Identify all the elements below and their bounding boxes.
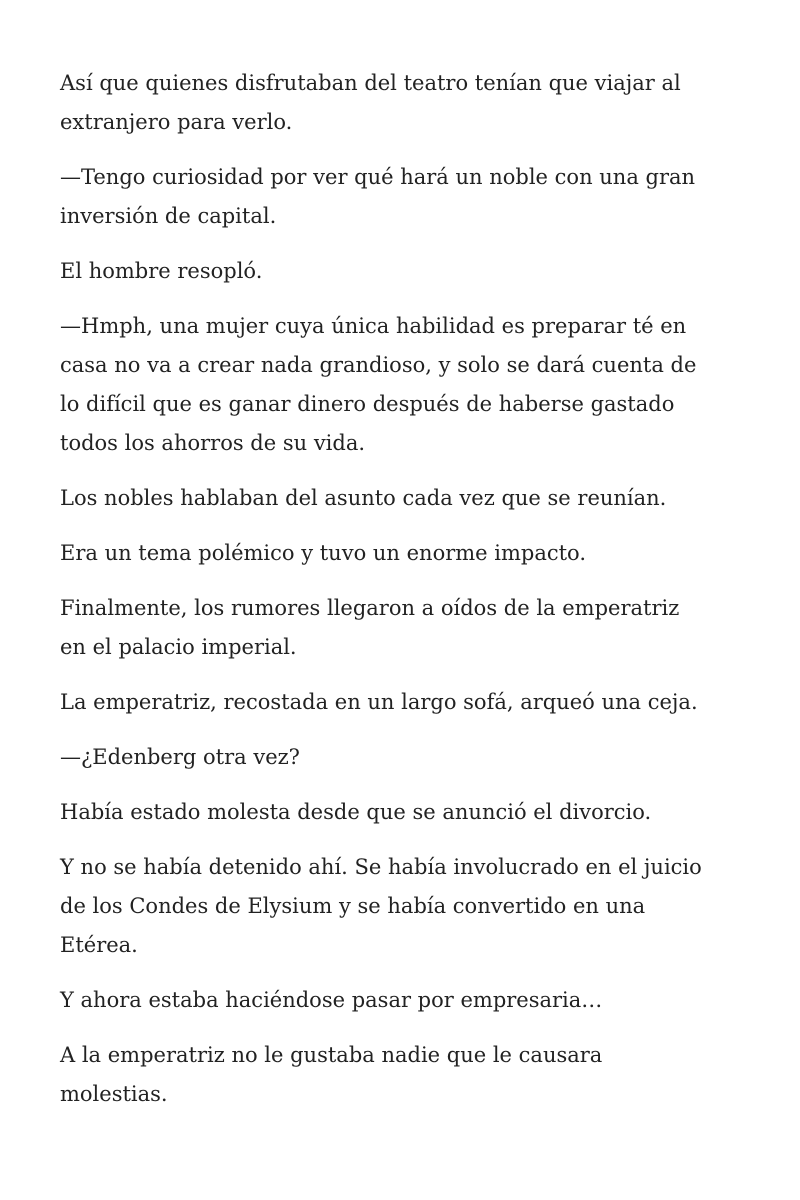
paragraph-1: Así que quienes disfrutaban del teatro tenían que viajar al extranjero para verlo.	[60, 71, 681, 134]
paragraph-10: Había estado molesta desde que se anunció el divorcio.	[60, 800, 652, 824]
paragraph-2: —Tengo curiosidad por ver qué hará un noble con una gran inversión de capital.	[60, 165, 696, 228]
paragraph-12: Y ahora estaba haciéndose pasar por empresaria…	[60, 988, 603, 1012]
paragraph-11: Y no se había detenido ahí. Se había involucrado en el juicio de los Condes de Elysium y se había convertido en una Etérea.	[60, 855, 702, 957]
paragraph-3: El hombre resopló.	[60, 259, 263, 283]
paragraph-13: A la emperatriz no le gustaba nadie que le causara molestias.	[60, 1043, 603, 1106]
paragraph-6: Era un tema polémico y tuvo un enorme impacto.	[60, 541, 587, 565]
document-page	[60, 64, 750, 1130]
paragraph-4: —Hmph, una mujer cuya única habilidad es preparar té en casa no va a crear nada grandioso, y solo se dará cuenta de lo difícil que es ganar dinero después de haberse gastado todos los ahorros de su vida.	[60, 314, 697, 455]
paragraph-7: Finalmente, los rumores llegaron a oídos de la emperatriz en el palacio imperial.	[60, 596, 680, 659]
paragraph-5: Los nobles hablaban del asunto cada vez que se reunían.	[60, 486, 667, 510]
paragraph-8: La emperatriz, recostada en un largo sofá, arqueó una ceja.	[60, 690, 698, 714]
paragraph-9: —¿Edenberg otra vez?	[60, 745, 300, 769]
